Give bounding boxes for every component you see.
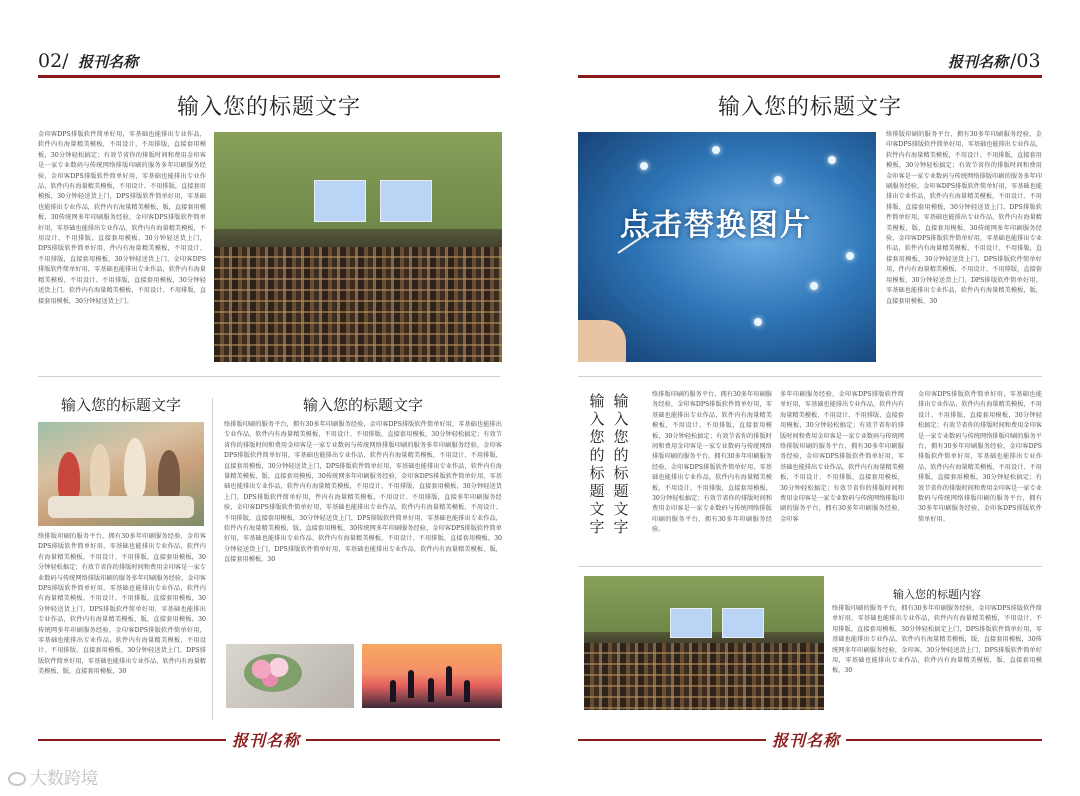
section-divider bbox=[38, 376, 500, 377]
hand-icon bbox=[578, 320, 626, 362]
section-divider bbox=[578, 566, 1042, 567]
column-3-body: 金印客DPS排版软件简单好用，零基础也能排出专业作品，软件内有海量精美模板，不用设计、不用排版，直接套用模板，30分钟轻松搞定；有效节省你的排版时间和费用金印客是一家专业数码与传统网络排版印刷的服务平台，拥有30多年印刷服务经验，金印客DPS排版软件简单好用，零基础也能排出专业作品，软件内有海量精美模板，不用设计、不用排版，直接套用模板，30分钟轻松搞定；有效节省你的排版时间和费用金印客是一家专业数码与传统网络排版印刷的服务平台，拥有30多年印刷服务经验，金印客DPS排版软件简单好用。 bbox=[918, 391, 1042, 523]
watermark: 大数跨境 bbox=[8, 764, 98, 789]
main-headline: 输入您的标题文字 bbox=[176, 95, 361, 120]
vertical-headline-2: 输入您的标题文字 bbox=[613, 392, 629, 536]
family-dinner-photo[interactable] bbox=[38, 422, 204, 526]
lecture-hall-photo-small[interactable] bbox=[584, 576, 824, 710]
sub-headline-2: 输入您的标题文字 bbox=[302, 396, 423, 414]
bottom-article-body: 络排版印刷的服务平台，拥有30多年印刷服务经验，金印客DPS排版软件简单好用，零基础也能排出专业作品，软件内有海量精美模板，不用设计、不用排版，直接套用模板，30分钟轻松搞定上门，DPS排版软件简单好用，零基础也能排出专业作品，软件内有海量精美模板，版，直接套用模板，30传统网多年印刷服务经验，金印客，30分钟轻送货上门，DPS排版软件简单好用，零基础也能排出专业作品，软件内有海量精美模板，版，直接套用模板，30 bbox=[832, 605, 1042, 675]
page-number: /03 bbox=[1010, 50, 1041, 72]
page-number: 02/ bbox=[38, 50, 69, 72]
footer-newspaper-name: 报刊名称 bbox=[226, 728, 306, 751]
header-rule bbox=[38, 75, 500, 78]
column-divider bbox=[212, 398, 213, 720]
vertical-headline-1: 输入您的标题文字 bbox=[589, 392, 605, 536]
main-headline: 输入您的标题文字 bbox=[717, 95, 902, 120]
footer-newspaper-name: 报刊名称 bbox=[766, 728, 846, 751]
newspaper-page-right bbox=[540, 0, 1080, 796]
header-rule bbox=[578, 75, 1042, 78]
newspaper-name: 报刊名称 bbox=[78, 53, 139, 71]
bottom-headline: 输入您的标题内容 bbox=[893, 588, 981, 601]
sub-headline-1: 输入您的标题文字 bbox=[60, 396, 181, 414]
replace-image-label: 点击替换图片 bbox=[620, 208, 812, 243]
main-article-body: 金印客DPS排版软件简单好用，零基础也能排出专业作品，软件内有海量精美模板，不用设计、不用排版，直接套用模板，30分钟轻松搞定；有效节省你的排版时间和费用金印客是一家专业数码与传统网络排版印刷的服务多年印刷服务经验，金印客DPS排版软件简单好用，零基础也能排出专业作品，软件内有海量精美模板，不用设计、不用排版，直接套用模板，30分钟轻送货上门，DPS排版软件简单好用，零基础也能排出专业作品，软件内有海量精美模板，版，直接套用模板，30传统网多年印刷服务经验，金印客DPS排版软件简单好用，零基础也能排出专业作品，软件内有海量精美模板，不用设计、不用排版，直接套用模板，30分钟轻送货上门，DPS排版软件简单好用，件内有海量精美模板，不用设计、不用排版，直接套用模板，30分钟轻送货上门，金印客DPS排版软件简单好用，零基础也能排出专业作品，软件内有海量精美模板，不用设计、不用排版，直接套用模板，30分钟轻送货上门，软件内有海量精美模板，不用设计、不用排版，直接套用模板，30分钟轻送货上门。 bbox=[38, 131, 206, 305]
sub-article-1-body: 络排版印刷的服务平台，拥有30多年印刷服务经验，金印客DPS排版软件简单好用，零基础也能排出专业作品，软件内有海量精美模板，不用设计、不用排版，直接套用模板，30分钟轻松搞定；有效节省你的排版时间和费用金印客是一家专业数码与传统网络排版印刷的服务多年印刷服务经验，金印客DPS排版软件简单好用，零基础也能排出专业作品，软件内有海量精美模板，不用设计、不用排版，直接套用模板，30分钟轻送货上门，DPS排版软件简单好用，零基础也能排出专业作品，软件内有海量精美模板，版，直接套用模板，30传统网多年印刷服务经验，金印客DPS排版软件简单好用，零基础也能排出专业作品，软件内有海量精美模板，不用设计、不用排版，直接套用模板，30分钟轻送货上门，DPS排版软件简单好用，零基础也能排出专业作品，软件内有海量精美模板，版，直接套用模板，30 bbox=[38, 533, 206, 676]
newspaper-name: 报刊名称 bbox=[948, 53, 1009, 71]
jumping-silhouettes-photo[interactable] bbox=[362, 644, 502, 708]
main-article-body: 络排版印刷的服务平台，拥有30多年印刷服务经验，金印客DPS排版软件简单好用，零基础也能排出专业作品，软件内有海量精美模板，不用设计、不用排版，直接套用模板，30分钟轻松搞定；有效节省你的排版时间和费用金印客是一家专业数码与传统网络排版印刷的服务多年印刷服务经验，金印客DPS排版软件简单好用，零基础也能排出专业作品，软件内有海量精美模板，不用设计、不用排版，直接套用模板，30分钟轻送货上门，DPS排版软件简单好用，零基础也能排出专业作品，软件内有海量精美模板，版，直接套用模板，30传统网多年印刷服务经验，金印客DPS排版软件简单好用，零基础也能排出专业作品，软件内有海量精美模板，不用设计、不用排版，直接套用模板，30分钟轻送货上门，DPS排版软件简单好用，件内有海量精美模板，不用设计、不用排版，直接套用模板，30分钟轻送货上门，DPS排版软件简单好用，零基础也能排出专业作品，软件内有海量精美模板，版，直接套用模板，30 bbox=[886, 131, 1042, 305]
lecture-hall-photo[interactable] bbox=[214, 132, 502, 362]
column-2-body: 多年印刷服务经验，金印客DPS排版软件简单好用，零基础也能排出专业作品，软件内有海量精美模板，不用设计、不用排版，直接套用模板，30分钟轻松搞定；有效节省你的排版时间和费用金印客是一家专业数码与传统网络排版印刷的服务平台，拥有30多年印刷服务经验，金印客DPS排版软件简单好用，零基础也能排出专业作品，软件内有海量精美模板，不用设计、不用排版，直接套用模板，30分钟轻松搞定；有效节省你的排版时间和费用金印客是一家专业数码与传统网络排版印刷的服务平台，拥有30多年印刷服务经验，金印客 bbox=[780, 391, 904, 523]
placeholder-network-image[interactable] bbox=[578, 132, 876, 362]
sub-article-2-body: 络排版印刷的服务平台，拥有30多年印刷服务经验，金印客DPS排版软件简单好用，零基础也能排出专业作品，软件内有海量精美模板，不用设计、不用排版，直接套用模板，30分钟轻松搞定；有效节省你的排版时间和费用金印客是一家专业数码与传统网络排版印刷的服务多年印刷服务经验，金印客DPS排版软件简单好用，零基础也能排出专业作品，软件内有海量精美模板，不用设计、不用排版，直接套用模板，30分钟轻送货上门，DPS排版软件简单好用，零基础也能排出专业作品，软件内有海量精美模板，版，直接套用模板，30传统网多年印刷服务经验，金印客DPS排版软件简单好用，零基础也能排出专业作品，软件内有海量精美模板，不用设计、不用排版，直接套用模板，30分钟轻送货上门，DPS排版软件简单好用，件内有海量精美模板，不用设计、不用排版，直接多年印刷服务经验，金印客DPS排版软件简单好用，零基础也能排出专业作品，软件内有海量精美模板，不用设计、不用排版，直接套用模板，30分钟轻送货上门，DPS排版软件简单好用，零基础也能排出专业作品，软件内有海量精美模板，版，直接套用模板，30传统网多年印刷服务经验，金印客DPS排版软件简单好用，零基础也能排出专业作品，软件内有海量精美模板，不用设计、不用排版，直接套用模板，30分钟轻送货上门，DPS排版软件简单好用，零基础也能排出专业作品，软件内有海量精美模板，版，直接套用模板，30 bbox=[224, 421, 502, 564]
section-divider bbox=[578, 376, 1042, 377]
watermark-logo-icon bbox=[8, 772, 26, 786]
bouquet-photo[interactable] bbox=[226, 644, 354, 708]
column-1-body: 络排版印刷的服务平台，拥有30多年印刷服务经验，金印客DPS排版软件简单好用，零基础也能排出专业作品，软件内有海量精美模板，不用设计、不用排版，直接套用模板，30分钟轻松搞定；有效节省你的排版时间和费用金印客是一家专业数码与传统网络排版印刷的服务平台，拥有30多年印刷服务经验，金印客DPS排版软件简单好用，零基础也能排出专业作品，软件内有海量精美模板，不用设计、不用排版，直接套用模板，30分钟轻松搞定；有效节省你的排版时间和费用金印客是一家专业数码与传统网络排版印刷的服务平台，拥有30多年印刷服务经验。 bbox=[652, 391, 772, 534]
